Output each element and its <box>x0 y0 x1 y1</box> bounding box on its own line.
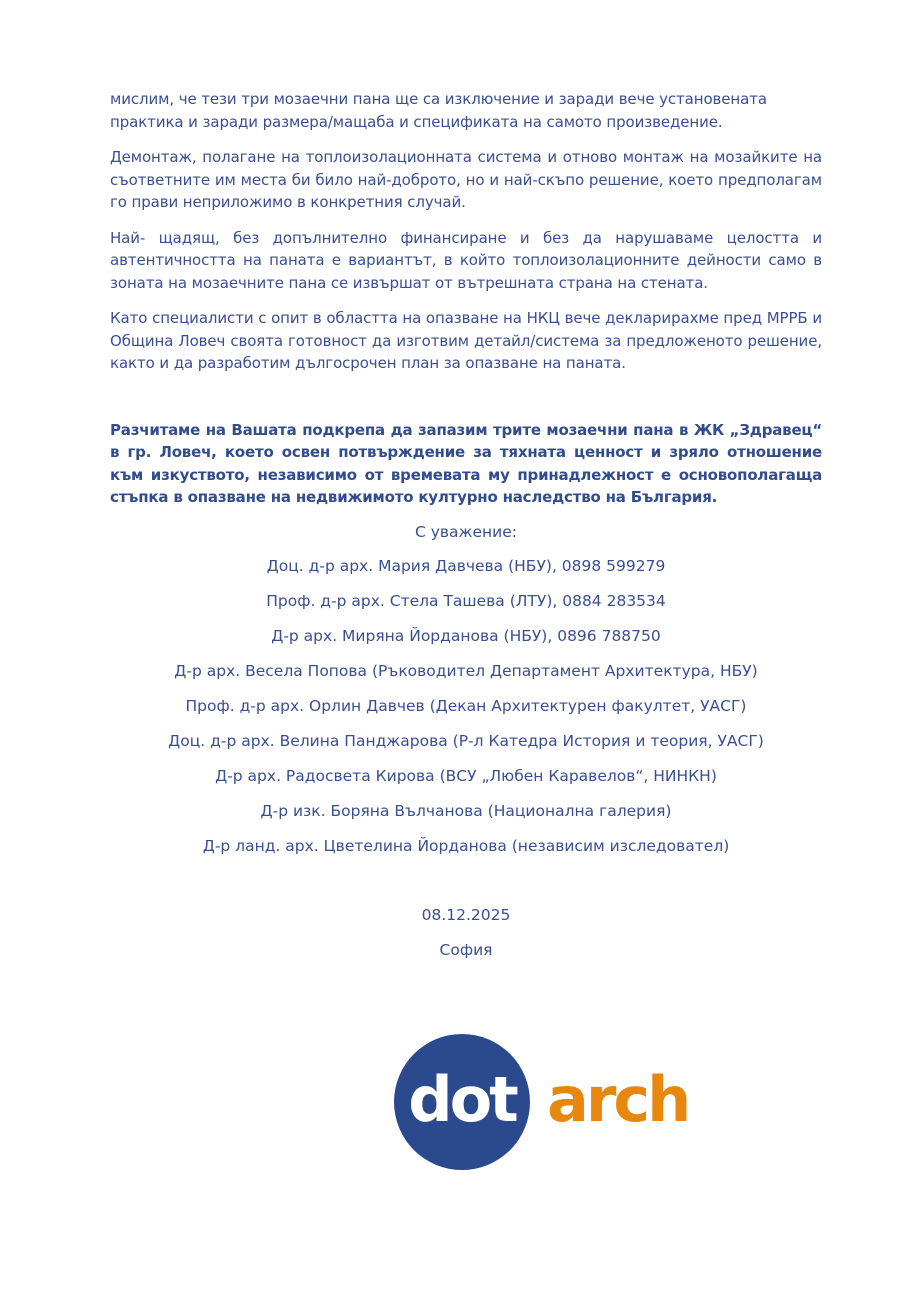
paragraph: Най- щадящ, без допълнително финансиране и без да нарушаваме целостта и автентичността на паната е вариантът, в който топлоизолационните дейности само в зоната на мозаечните пана се извършат от вътрешната страна на стената. <box>110 228 822 292</box>
signatory-list <box>110 555 822 857</box>
paragraph: Като специалисти с опит в областта на опазване на НКЦ вече декларирахме пред МРРБ и Община Ловеч своята готовност да изготвим детайл/система за предложеното решение, както и да разработим дългосрочен план за опазване на паната. <box>110 309 822 372</box>
closing-regards: С уважение: <box>414 522 518 541</box>
logo-arch-text: arch <box>547 1063 689 1136</box>
paragraph: Демонтаж, полагане на топлоизолационната система и отново монтаж на мозайките на съответните им места би било най-доброто, но и най-скъпо решение, което предполагам го прави неприложимо в конкретния случай. <box>110 148 822 211</box>
letter-date: 08.12.2025 <box>421 905 511 924</box>
signatory: Д-р изк. Боряна Вълчанова (Национална галерия) <box>260 801 672 820</box>
signatory: Проф. д-р арх. Стела Ташева (ЛТУ), 0884 283534 <box>266 591 666 610</box>
signatory: Д-р арх. Весела Попова (Ръководител Департамент Архитектура, НБУ) <box>174 661 758 680</box>
logo-dot-text: dot <box>408 1063 516 1136</box>
paragraph: мислим, че тези три мозаечни пана ще са изключение и заради вече установената практика и заради размера/мащаба и спецификата на самото произведение. <box>110 90 767 131</box>
letter-body <box>110 88 822 961</box>
dot-arch-logo <box>393 1033 703 1171</box>
signatory: Д-р арх. Миряна Йорданова (НБУ), 0896 788750 <box>271 626 661 645</box>
signatory: Д-р арх. Радосвета Кирова (ВСУ „Любен Каравелов“, НИНКН) <box>215 766 717 785</box>
appeal-paragraph: Разчитаме на Вашата подкрепа да запазим трите мозаечни пана в ЖК „Здравец“ в гр. Ловеч, което освен потвърждение за тяхната ценност и зряло отношение към изкуството, независимо от времевата му принадлежност е основополагаща стъпка в опазване на недвижимото културно наследство на България. <box>110 420 822 506</box>
letter-city: София <box>439 940 493 959</box>
signatory: Доц. д-р арх. Велина Панджарова (Р-л Катедра История и теория, УАСГ) <box>168 731 764 750</box>
signatory: Доц. д-р арх. Мария Давчева (НБУ), 0898 599279 <box>266 556 666 575</box>
signatory: Д-р ланд. арх. Цветелина Йорданова (независим изследовател) <box>202 836 730 855</box>
signatory: Проф. д-р арх. Орлин Давчев (Декан Архитектурен факултет, УАСГ) <box>185 696 747 715</box>
